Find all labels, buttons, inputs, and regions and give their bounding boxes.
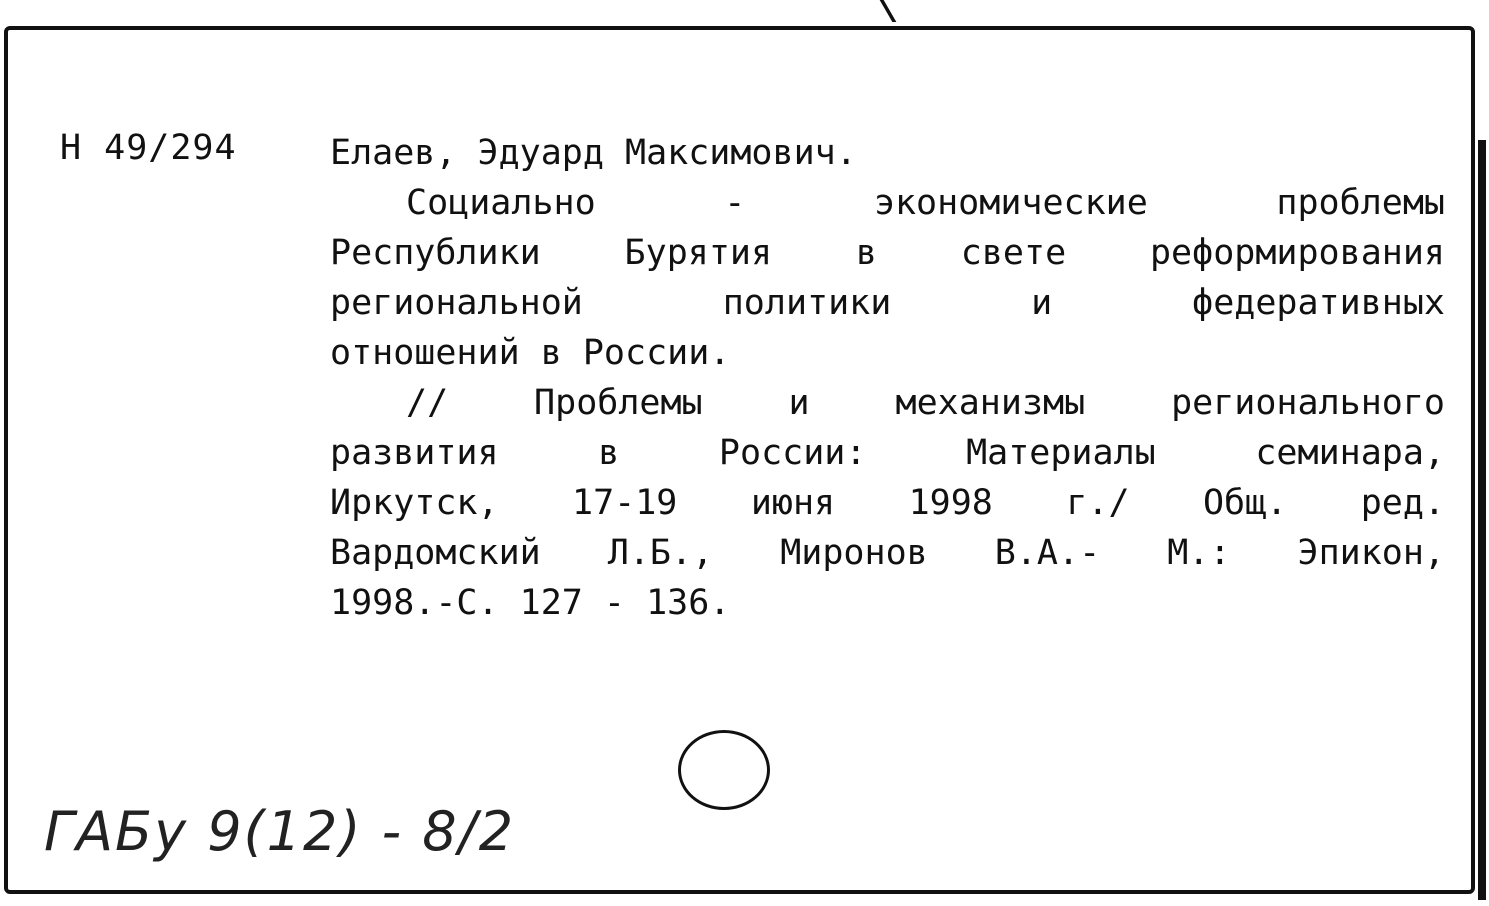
source-line-4: Вардомский Л.Б., Миронов В.А.- М.: Эпикон, <box>330 533 1445 573</box>
card-edge-shadow <box>1478 140 1486 900</box>
title-line-1: Социально - экономические проблемы <box>406 183 1445 223</box>
card-top-notch <box>880 0 897 22</box>
source-line-1: // Проблемы и механизмы регионального <box>406 383 1445 423</box>
card-punch-hole <box>678 730 770 810</box>
source-line-2: развития в России: Материалы семинара, <box>330 433 1445 473</box>
title-line-3: региональной политики и федеративных <box>330 283 1445 323</box>
bibliographic-entry <box>330 128 1445 628</box>
title-line-2: Республики Бурятия в свете реформирования <box>330 233 1445 273</box>
source-line-5: 1998.-С. 127 - 136. <box>330 583 731 623</box>
source-line-3: Иркутск, 17-19 июня 1998 г./ Общ. ред. <box>330 483 1445 523</box>
handwritten-code: ГАБу 9(12) - 8/2 <box>44 800 516 863</box>
title-line-4: отношений в России. <box>330 333 731 373</box>
author-heading: Елаев, Эдуард Максимович. <box>330 133 857 173</box>
shelf-mark: Н 49/294 <box>60 128 237 168</box>
